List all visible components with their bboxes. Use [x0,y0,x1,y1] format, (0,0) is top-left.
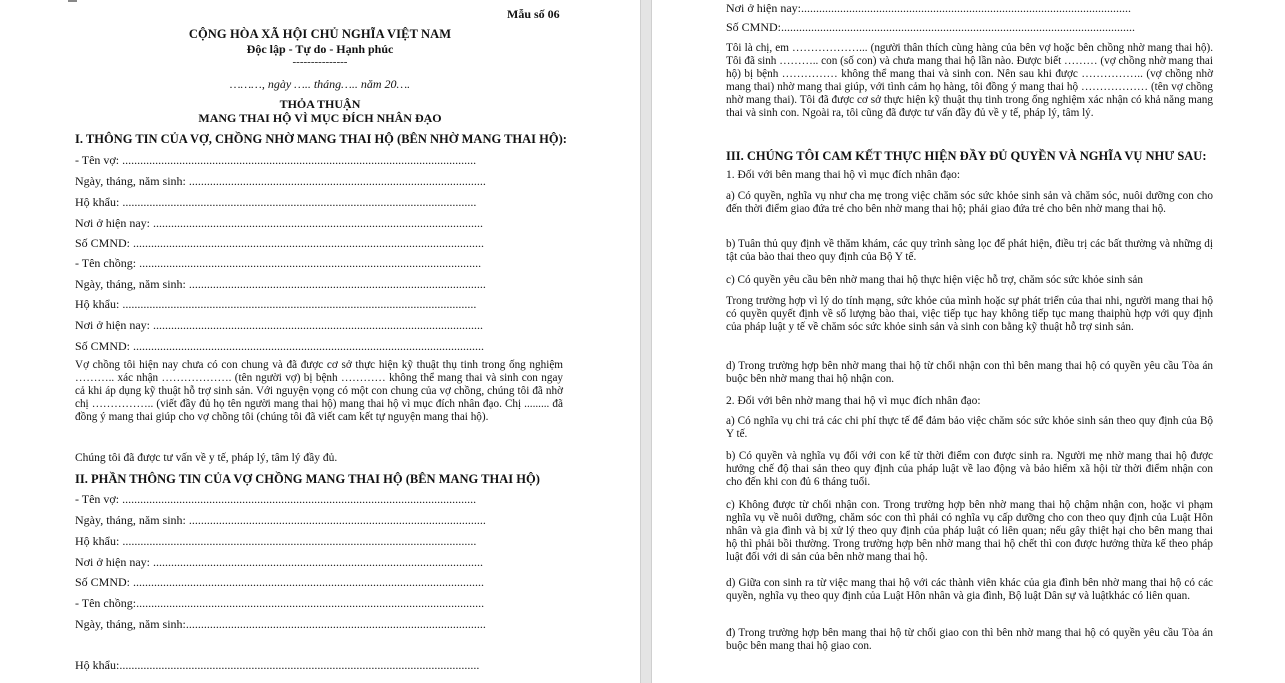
husband-name-field[interactable]: - Tên chồng: .................................................................................................................. [75,256,482,270]
surrogate-husband-household-field[interactable]: Hộ khẩu:........................................................................................................................ [75,658,480,672]
document-title: THỎA THUẬN [279,97,361,111]
wife-name-field[interactable]: - Tên vợ: ...................................................................................................................... [75,153,477,167]
clause-2b: b) Có quyền và nghĩa vụ đối với con kể từ thời điểm con được sinh ra. Người mẹ nhờ mang thai hộ được hưởng chế độ thai sản theo quy định của pháp luật về lao động và bảo hiểm xã hội từ thời điểm nhận con cho đến khi con đủ 6 tháng tuổi. [726,450,1213,488]
section-3-heading: III. CHÚNG TÔI CAM KẾT THỰC HIỆN ĐẦY ĐỦ QUYỀN VÀ NGHĨA VỤ NHƯ SAU: [726,149,1207,163]
section-1-heading: I. THÔNG TIN CỦA VỢ, CHỒNG NHỜ MANG THAI HỘ (BÊN NHỜ MANG THAI HỘ): [75,132,567,146]
item-1-heading: 1. Đối với bên mang thai hộ vì mục đích nhân đạo: [726,169,961,181]
motto-underline: --------------- [292,56,348,68]
husband-address-field[interactable]: Nơi ở hiện nay: .............................................................................................................. [75,318,484,332]
date-line: ………, ngày ….. tháng….. năm 20…. [229,77,411,91]
surrogate-husband-dob-field[interactable]: Ngày, tháng, năm sinh:.................................................................................................... [75,617,486,631]
surrogate-husband-address-field[interactable]: Nơi ở hiện nay:.............................................................................................................. [726,1,1132,15]
clause-1b: b) Tuân thủ quy định về thăm khám, các quy trình sàng lọc để phát hiện, điều trị các bất thường và những dị tật của bào thai theo quy định của Bộ Y tế. [726,238,1213,263]
republic-heading: CỘNG HÒA XÃ HỘI CHỦ NGHĨA VIỆT NAM [188,27,452,41]
surrogate-wife-id-field[interactable]: Số CMND: ..................................................................................................................... [75,575,485,589]
husband-id-field[interactable]: Số CMND: ..................................................................................................................... [75,339,485,353]
clause-1c-detail: Trong trường hợp vì lý do tính mạng, sức khỏe của mình hoặc sự phát triển của thai nhi, người mang thai hộ có quyền quyết định về số lượng bào thai, việc tiếp tục hay không tiếp tục mang thaiphù hợp với quy định của pháp luật y tế về chăm sóc sức khỏe sinh sản và sinh con bằng kỹ thuật hỗ trợ sinh sản. [726,295,1213,333]
clause-2a: a) Có nghĩa vụ chi trả các chi phí thực tế để đảm bảo việc chăm sóc sức khỏe sinh sản theo quy định của Bộ Y tế. [726,415,1213,440]
clause-1c: c) Có quyền yêu cầu bên nhờ mang thai hộ thực hiện việc hỗ trợ, chăm sóc sức khỏe sinh sản [726,274,1143,286]
husband-dob-field[interactable]: Ngày, tháng, năm sinh: ................................................................................................... [75,277,486,291]
wife-household-field[interactable]: Hộ khẩu: ...................................................................................................................... [75,195,477,209]
clause-1d: d) Trong trường hợp bên nhờ mang thai hộ từ chối nhận con thì bên mang thai hộ có quyền yêu cầu Tòa án buộc bên nhờ mang thai hộ nhận con. [726,360,1213,385]
section-2-heading: II. PHẦN THÔNG TIN CỦA VỢ CHỒNG MANG THAI HỘ (BÊN MANG THAI HỘ) [75,472,540,486]
page-corner-marker [68,0,77,2]
clause-2c: c) Không được từ chối nhận con. Trong trường hợp bên nhờ mang thai hộ chậm nhận con, hoặc vi phạm nghĩa vụ về nuôi dưỡng, chăm sóc con thì phải có nghĩa vụ cấp dưỡng cho con theo quy định của Luật Hôn nhân và gia đình và bị xử lý theo quy định của pháp luật có liên quan; nếu gây thiệt hại cho bên mang thai hộ thì phải bồi thường. Trong trường hợp bên nhờ mang thai hộ chết thì con được hưởng thừa kế theo pháp luật đối với di sản của bên nhờ mang thai hộ. [726,499,1213,563]
clause-1a: a) Có quyền, nghĩa vụ như cha mẹ trong việc chăm sóc sức khỏe sinh sản và chăm sóc, nuôi dưỡng con cho đến thời điểm giao đứa trẻ cho bên nhờ mang thai hộ; phải giao đứa trẻ cho bên nhờ mang thai hộ. [726,190,1213,215]
surrogate-husband-name-field[interactable]: - Tên chồng:.................................................................................................................... [75,596,485,610]
surrogate-wife-household-field[interactable]: Hộ khẩu: ...................................................................................................................... [75,534,477,548]
husband-household-field[interactable]: Hộ khẩu: ...................................................................................................................... [75,297,477,311]
clause-2dd: đ) Trong trường hợp bên mang thai hộ từ chối giao con thì bên nhờ mang thai hộ có quyền yêu cầu Tòa án buộc bên mang thai hộ giao con. [726,627,1213,652]
national-motto: Độc lập - Tự do - Hạnh phúc [246,42,394,56]
wife-id-field[interactable]: Số CMND: ..................................................................................................................... [75,236,485,250]
wife-dob-field[interactable]: Ngày, tháng, năm sinh: ................................................................................................... [75,174,486,188]
clause-2d: d) Giữa con sinh ra từ việc mang thai hộ với các thành viên khác của gia đình bên nhờ mang thai hộ có các quyền, nghĩa vụ theo quy định của Luật Hôn nhân và gia đình, Bộ luật Dân sự và luậtkhác có liên quan. [726,577,1213,602]
document-page-right[interactable] [652,0,1285,683]
surrogate-husband-id-field[interactable]: Số CMND:...................................................................................................................... [726,20,1136,34]
item-2-heading: 2. Đối với bên nhờ mang thai hộ vì mục đích nhân đạo: [726,395,981,407]
counseling-statement: Chúng tôi đã được tư vấn về y tế, pháp lý, tâm lý đầy đủ. [75,452,338,464]
page-gutter [640,0,652,683]
surrogate-statement: Tôi là chị, em ………………... (người thân thích cùng hàng của bên vợ hoặc bên chồng nhờ mang thai hộ). Tôi đã sinh ……….. con (số con) và chưa mang thai hộ lần nào. Được biết ……… (vợ chồng nhờ mang thai hộ) bị bệnh …………… không thể mang thai và sinh con. Nên sau khi được …………….. (vợ chồng nhờ mang thai) nhờ mang thai giúp, với tình cảm họ hàng, tôi đồng ý mang thai hộ ……………… (tên vợ chồng nhờ mang thai). Tôi đã được cơ sở thực hiện kỹ thuật thụ tinh trong ống nghiệm xác nhận có khả năng mang thai và sinh con. Ngoài ra, tôi cũng đã được tư vấn đầy đủ về y tế, pháp lý, tâm lý. [726,42,1213,119]
form-number: Mẫu số 06 [507,7,560,21]
document-subtitle: MANG THAI HỘ VÌ MỤC ĐÍCH NHÂN ĐẠO [198,111,442,125]
document-page-left[interactable] [0,0,640,683]
surrogate-wife-dob-field[interactable]: Ngày, tháng, năm sinh: ................................................................................................... [75,513,486,527]
commissioning-couple-statement: Vợ chồng tôi hiện nay chưa có con chung và đã được cơ sở thực hiện kỹ thuật thụ tinh trong ống nghiệm ……….. xác nhận ………………. (tên người vợ) bị bệnh ………… không thể mang thai và sinh con ngay cả khi áp dụng kỹ thuật hỗ trợ sinh sản. Với nguyện vọng có một con chung của vợ chồng, chúng tôi đã nhờ chị …………….. (viết đầy đủ họ tên người mang thai hộ) mang thai hộ vì mục đích nhân đạo. Chị ......... đã đồng ý mang thai giúp cho vợ chồng tôi (chúng tôi đã viết cam kết tự nguyện mang thai hộ). [75,359,563,423]
surrogate-wife-address-field[interactable]: Nơi ở hiện nay: .............................................................................................................. [75,555,484,569]
surrogate-wife-name-field[interactable]: - Tên vợ: ...................................................................................................................... [75,492,477,506]
wife-address-field[interactable]: Nơi ở hiện nay: .............................................................................................................. [75,216,484,230]
